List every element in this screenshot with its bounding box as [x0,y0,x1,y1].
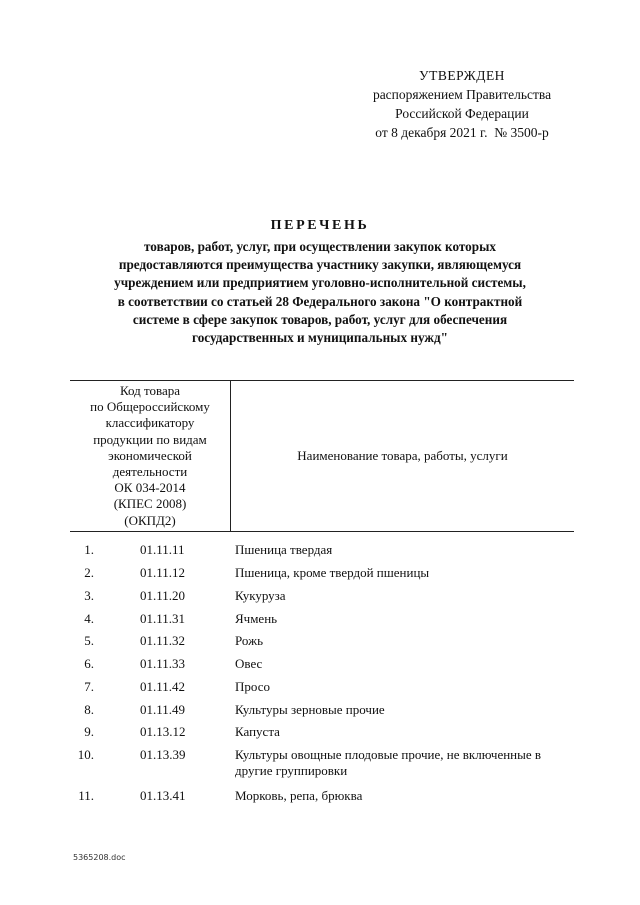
code-header-line: Код товара [119,383,181,398]
row-code: 01.11.12 [140,565,186,580]
row-name: Овес [235,656,263,671]
subtitle-line: системе в сфере закупок товаров, работ, услуг для обеспечения [132,311,508,327]
approval-line-government-order: распоряжением Правительства [372,87,552,102]
row-code: 01.11.20 [140,588,186,603]
table-header [70,380,574,532]
code-header-line: (ОКПД2) [124,512,176,528]
row-code: 01.11.49 [140,702,186,717]
row-number: 7. [84,679,94,694]
subtitle-line: предоставляются преимущества участнику закупки, являющемуся [118,257,522,273]
approval-block [352,66,572,142]
document-title: ПЕРЕЧЕНЬ [270,218,370,233]
row-code: 01.13.39 [140,747,186,762]
table-row [0,788,640,808]
footer-file-name: 5365208.doc [73,853,126,862]
row-number: 10. [77,747,94,762]
row-number: 5. [84,633,94,648]
row-number: 11. [78,788,94,803]
row-number: 9. [84,724,94,739]
subtitle-line: товаров, работ, услуг, при осуществлении закупок которых [144,239,496,254]
approval-line-date-number: от 8 декабря 2021 г. № 3500-р [375,125,549,140]
row-code: 01.13.41 [140,788,186,803]
row-name: Просо [235,679,270,694]
row-number: 6. [84,656,94,671]
name-column-header: Наименование товара, работы, услуги [297,448,508,463]
row-code: 01.11.31 [140,611,186,626]
code-header-line: классификатору [105,415,195,431]
row-code: 01.11.11 [140,542,185,557]
subtitle-line: государственных и муниципальных нужд" [192,330,448,346]
table-row [0,724,640,747]
table-row [0,542,640,565]
row-code: 01.11.32 [140,633,186,648]
row-number: 8. [84,702,94,717]
code-header-line: (КПЕС 2008) [113,496,187,512]
code-column-header [70,383,230,529]
row-number: 2. [84,565,94,580]
subtitle-line: учреждением или предприятием уголовно-исполнительной системы, [114,275,526,291]
row-code: 01.11.42 [140,679,186,694]
table-row [0,611,640,633]
code-header-line: продукции по видам [93,431,207,447]
document-subtitle [70,238,570,347]
row-name: Рожь [235,633,263,648]
row-number: 3. [84,588,94,603]
code-header-line: по Общероссийскому [90,399,210,415]
row-number: 4. [84,611,94,626]
table-row [0,679,640,702]
row-code: 01.13.12 [140,724,186,739]
row-name: Пшеница, кроме твердой пшеницы [235,565,430,580]
row-name: Морковь, репа, брюква [235,788,363,803]
table-row [0,747,640,788]
row-name: Культуры зерновые прочие [235,702,385,717]
table-row [0,633,640,656]
row-number: 1. [84,542,94,557]
row-name: Пшеница твердая [235,542,333,557]
code-header-line: экономической [108,447,192,463]
code-header-line: деятельности [112,464,188,480]
row-name: Кукуруза [235,588,286,603]
table-body [0,542,640,808]
approval-line-federation: Российской Федерации [395,106,529,121]
approval-heading: УТВЕРЖДЕН [419,68,505,83]
subtitle-line: в соответствии со статьей 28 Федерального закона "О контрактной [117,293,523,309]
row-name: Ячмень [235,611,278,626]
table-row [0,702,640,724]
row-code: 01.11.33 [140,656,186,671]
code-header-line: ОК 034-2014 [114,480,186,496]
row-name: Культуры овощные плодовые прочие, не включенные в другие группировки [235,747,542,778]
table-row [0,656,640,679]
table-row [0,565,640,588]
row-name: Капуста [235,724,280,739]
table-row [0,588,640,611]
